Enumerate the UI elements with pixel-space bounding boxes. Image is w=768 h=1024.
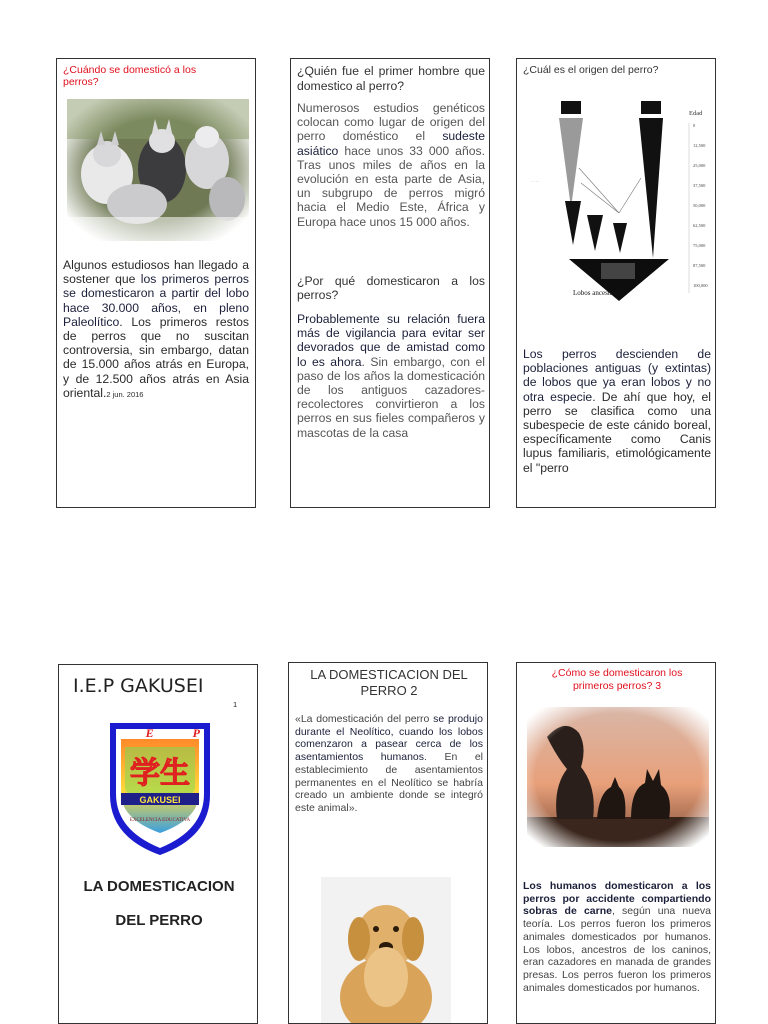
svg-text:I E P: I E P	[107, 726, 213, 740]
svg-text:Lobos ancestrales: Lobos ancestrales	[573, 289, 623, 297]
husky-dogs-image	[67, 99, 249, 241]
panel3-body: Los perros descienden de poblaciones antiguas (y extintas) de lobos que ya eran lobos y no otra especie. De ahí que hoy, el perro se clasifica como una subespecie de este cánido boreal, específicamente como Canis lupus familiaris, etimológicamente el "perro	[523, 347, 711, 475]
panel-how-domesticated	[516, 662, 716, 1024]
age-axis-ticks: 0 12,500 25,000 37,500 50,000 62,500 75,000 87,500 100,000	[693, 123, 708, 288]
panel1-body: Algunos estudiosos han llegado a sostener que los primeros perros se domesticaron a partir del lobo hace 30.000 años, en pleno Paleolítico. Los primeros restos de perros que no suscitan controversia, sin embargo, datan de 15.000 años atrás en Europa, y de 12.500 años atrás en Asia oriental.2 jun. 2016	[63, 258, 249, 400]
golden-retriever-image	[321, 877, 451, 1024]
question-heading: ¿Quién fue el primer hombre que domestico al perro?	[297, 64, 485, 93]
question-heading: ¿Cómo se domesticaron los primeros perros? 3	[551, 667, 683, 692]
panel-cover	[58, 664, 258, 1024]
panel-first-man	[290, 58, 490, 508]
page-number: 1	[233, 700, 238, 709]
panel-domestication-2	[288, 662, 488, 1024]
svg-text:EXCELENCIA EDUCATIVA: EXCELENCIA EDUCATIVA	[129, 818, 191, 823]
panel2-answer2: Probablemente su relación fuera más de vigilancia para evitar ser devorados que de amistad como lo es ahora. Sin embargo, con el paso de los años la domesticación de los antiguos cazadores-recolectores convirtieron a los perros en sus fieles compañeros y mascotas de la casa	[297, 312, 485, 440]
svg-text:学生: 学生	[130, 756, 190, 791]
question2-heading: ¿Por qué domesticaron a los perros?	[297, 274, 485, 303]
school-name: I.E.P GAKUSEI	[73, 675, 204, 697]
svg-text:· · · ·: · · · ·	[531, 179, 540, 184]
date-text: 2 jun. 2016	[106, 389, 144, 399]
panel6-body: Los humanos domesticaron a los perros por accidente compartiendo sobras de carne, según una nueva teoría. Los perros fueron los primeros animales domesticados por humanos. Los lobos, ancestros de los caninos, eran cazadores en manada de grandes presas. Los perros fueron los primeros animales domesticados por humanos.	[523, 880, 712, 994]
question-heading: ¿Cuándo se domesticó a los perros?	[63, 64, 197, 88]
silhouette-sunset-image	[527, 707, 709, 847]
panel5-body: «La domesticación del perro se produjo durante el Neolítico, cuando los lobos comenzaron a pasear cerca de los asentamientos humanos. En el establecimiento de asentamientos permanentes en el Neolítico se habría creado un ambiente donde se integró este animal».	[295, 713, 483, 814]
wolf-evolution-diagram	[521, 83, 716, 305]
panel-when-domesticated	[56, 58, 256, 508]
svg-text:Edad: Edad	[689, 110, 703, 117]
panel2-answer: Numerosos estudios genéticos colocan como lugar de origen del perro doméstico el sudeste asiático hace unos 33 000 años. Tras unos miles de años en la evolución en esta parte de Asia, un subgrupo de perros migró hacia el Medio Este, África y Europa hace unos 15 000 años.	[297, 101, 485, 229]
panel-origin	[516, 58, 716, 508]
school-logo	[107, 717, 213, 857]
question-heading: ¿Cuál es el origen del perro?	[523, 64, 659, 76]
panel5-title: LA DOMESTICACION DEL PERRO 2	[310, 667, 468, 698]
svg-text:GAKUSEI: GAKUSEI	[139, 795, 181, 805]
cover-title: LA DOMESTICACION DEL PERRO	[83, 878, 235, 929]
